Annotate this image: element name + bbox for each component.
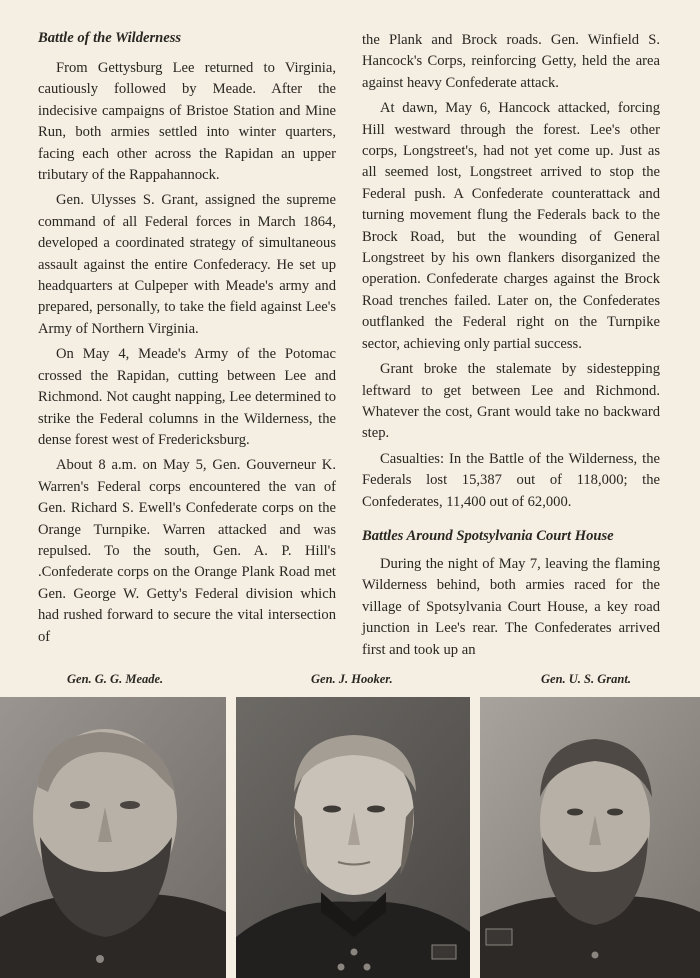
paragraph: At dawn, May 6, Hancock attacked, forcing Hill westward through the forest. Lee's other corps, Longstreet's, had not yet come up. Just as all seemed lost, Longstreet arrived to stop the Federal push. A Confederate counterattack and turning movement flung the Federals back to the Brock Road, but the wounding of General Longstreet by his own flankers disorganized the operation. Confederate charges against the Brock Road trenches failed. Later on, the Confederates outflanked the Federal right on the Turnpike sector, achieving only partial success. [362, 100, 660, 352]
paragraph: About 8 a.m. on May 5, Gen. Gouverneur K. Warren's Federal corps encountered the van of Gen. Richard S. Ewell's Confederate corps on the Orange Turnpike. Warren attacked and was repulsed. To the south, Gen. A. P. Hill's .Confederate corps on the Orange Plank Road met Gen. George W. Getty's Federal division which had rushed forward to secure the vital intersection of [38, 457, 336, 645]
section-heading-spotsylvania: Battles Around Spotsylvania Court House [362, 527, 614, 544]
portrait-grant [480, 697, 700, 978]
portrait-row [0, 697, 700, 978]
paragraph: Gen. Ulysses S. Grant, assigned the supreme command of all Federal forces in March 1864, developed a coordinated strategy of simultaneous assault against the entire Confederacy. He set up headquarters at Culpeper with Meade's army and prepared, personally, to take the field against Lee's Army of Northern Virginia. [38, 192, 336, 337]
left-column [38, 28, 336, 652]
paragraph: Casualties: In the Battle of the Wilderness, the Federals lost 15,387 out of 118,000; the Confederates, 11,400 out of 62,000. [362, 450, 660, 510]
caption-meade: Gen. G. G. Meade. [67, 672, 164, 686]
portrait-meade [0, 697, 226, 978]
paragraph: During the night of May 7, leaving the flaming Wilderness behind, both armies raced for the village of Spotsylvania Court House, a key road junction in Lee's rear. The Confederates arrived first and took up an [362, 555, 660, 658]
portrait-hooker [236, 697, 470, 978]
paragraph: Grant broke the stalemate by sidestepping leftward to get between Lee and Richmond. Whatever the cost, Grant would take no backward step. [362, 361, 660, 442]
portrait-captions [0, 672, 700, 692]
caption-hooker: Gen. J. Hooker. [311, 672, 393, 686]
paragraph: From Gettysburg Lee returned to Virginia, cautiously followed by Meade. After the indecisive campaigns of Bristoe Station and Mine Run, both armies settled into winter quarters, facing each other across the Rapidan an upper tributary of the Rappahannock. [38, 60, 336, 184]
section-heading-wilderness: Battle of the Wilderness [38, 30, 182, 46]
caption-grant: Gen. U. S. Grant. [541, 672, 631, 686]
paragraph-continued: the Plank and Brock roads. Gen. Winfield S. Hancock's Corps, reinforcing Getty, held the area against heavy Confederate attack. [362, 32, 660, 91]
right-column [362, 30, 660, 665]
paragraph: On May 4, Meade's Army of the Potomac crossed the Rapidan, cutting between Lee and Richmond. Not caught napping, Lee determined to strike the Federal columns in the Wilderness, the dense forest west of Fredericksburg. [38, 346, 336, 448]
